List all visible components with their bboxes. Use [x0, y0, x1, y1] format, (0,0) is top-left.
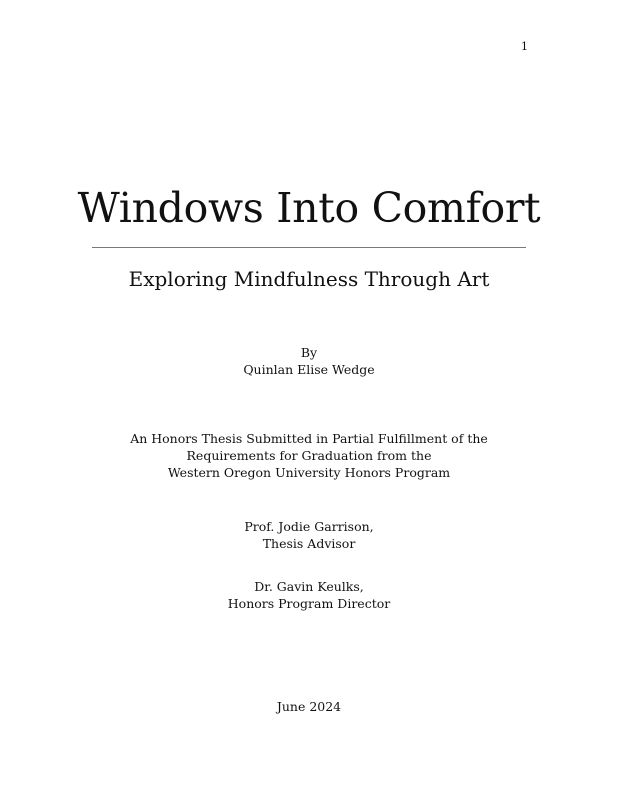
date-block: [0, 698, 618, 715]
advisor-role: Thesis Advisor: [262, 536, 356, 551]
page-number: 1: [521, 40, 528, 53]
advisor-block: [0, 518, 618, 552]
title-divider: [92, 247, 526, 248]
director-name: Dr. Gavin Keulks,: [254, 579, 364, 594]
author-block: [0, 344, 618, 378]
by-label: By: [300, 345, 318, 360]
thesis-statement: [0, 430, 618, 481]
thesis-statement-line: Requirements for Graduation from the: [186, 448, 432, 463]
thesis-statement-line: An Honors Thesis Submitted in Partial Fulfillment of the: [130, 431, 488, 446]
director-role: Honors Program Director: [227, 596, 391, 611]
advisor-name: Prof. Jodie Garrison,: [244, 519, 374, 534]
thesis-statement-line: Western Oregon University Honors Program: [167, 465, 451, 480]
thesis-title: Windows Into Comfort: [77, 184, 541, 232]
director-block: [0, 578, 618, 612]
thesis-subtitle: Exploring Mindfulness Through Art: [128, 267, 490, 291]
submission-date: June 2024: [276, 699, 342, 714]
author-name: Quinlan Elise Wedge: [243, 362, 375, 377]
